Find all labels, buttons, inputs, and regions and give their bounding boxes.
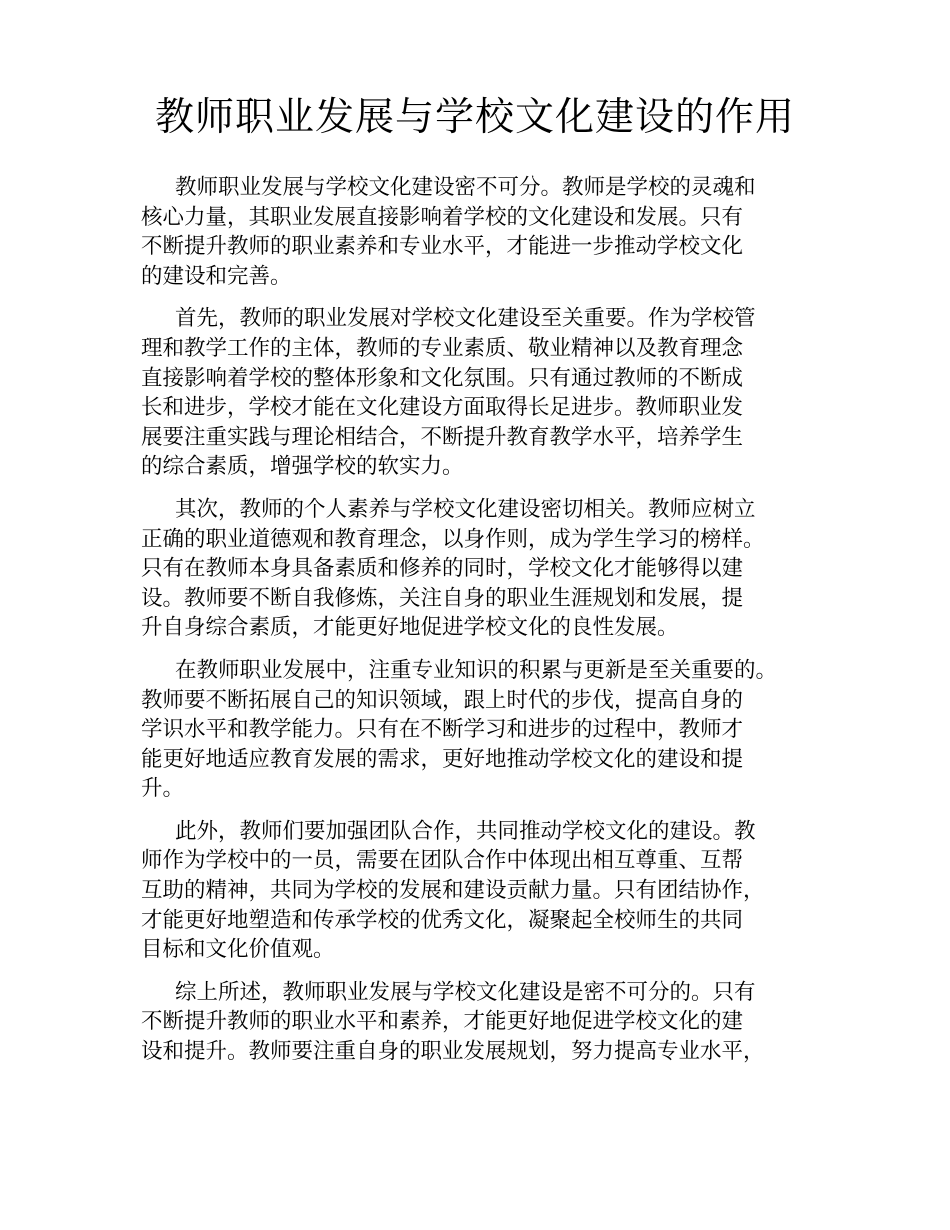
paragraph — [141, 495, 831, 643]
paragraph-line: 不断提升教师的职业水平和素养，才能更好地促进学校文化的建 — [141, 1009, 744, 1035]
paragraph-line: 直接影响着学校的整体形象和文化氛围。只有通过教师的不断成 — [141, 365, 744, 391]
paragraph-line: 互助的精神，共同为学校的发展和建设贡献力量。只有团结协作， — [141, 878, 765, 904]
paragraph-line: 教师要不断拓展自己的知识领域，跟上时代的步伐，提高自身的 — [141, 687, 744, 713]
paragraph-line: 核心力量，其职业发展直接影响着学校的文化建设和发展。只有 — [141, 204, 744, 230]
document-body — [141, 173, 831, 1080]
paragraph-line: 能更好地适应教育发展的需求，更好地推动学校文化的建设和提 — [141, 746, 744, 772]
paragraph-line: 不断提升教师的职业素养和专业水平，才能进一步推动学校文化 — [141, 234, 744, 260]
paragraph-line: 长和进步，学校才能在文化建设方面取得长足进步。教师职业发 — [141, 395, 744, 421]
paragraph-line: 目标和文化价值观。 — [141, 937, 335, 963]
paragraph-line: 首先，教师的职业发展对学校文化建设至关重要。作为学校管 — [175, 306, 756, 332]
paragraph — [141, 173, 831, 291]
paragraph-line: 的综合素质，增强学校的软实力。 — [141, 454, 464, 480]
paragraph-line: 综上所述，教师职业发展与学校文化建设是密不可分的。只有 — [175, 979, 756, 1005]
paragraph-line: 才能更好地塑造和传承学校的优秀文化，凝聚起全校师生的共同 — [141, 907, 744, 933]
paragraph-line: 教师职业发展与学校文化建设密不可分。教师是学校的灵魂和 — [175, 175, 756, 200]
paragraph-line: 在教师职业发展中，注重专业知识的积累与更新是至关重要的。 — [175, 657, 778, 683]
paragraph-line: 学识水平和教学能力。只有在不断学习和进步的过程中，教师才 — [141, 717, 744, 743]
paragraph — [141, 304, 831, 482]
paragraph — [141, 817, 831, 965]
paragraph-line: 理和教学工作的主体，教师的专业素质、敬业精神以及教育理念 — [141, 335, 744, 361]
paragraph-line: 师作为学校中的一员，需要在团队合作中体现出相互尊重、互帮 — [141, 848, 744, 874]
paragraph — [141, 978, 831, 1067]
paragraph-line: 设。教师要不断自我修炼，关注自身的职业生涯规划和发展，提 — [141, 585, 744, 611]
paragraph-line: 展要注重实践与理论相结合，不断提升教育教学水平，培养学生 — [141, 424, 744, 450]
paragraph — [141, 656, 831, 804]
paragraph-line: 升。 — [141, 776, 185, 802]
paragraph-line: 其次，教师的个人素养与学校文化建设密切相关。教师应树立 — [175, 496, 756, 522]
document-title: 教师职业发展与学校文化建设的作用 — [154, 95, 795, 140]
paragraph-line: 的建设和完善。 — [141, 263, 292, 289]
paragraph-line: 只有在教师本身具备素质和修养的同时，学校文化才能够得以建 — [141, 556, 744, 582]
paragraph-line: 设和提升。教师要注重自身的职业发展规划，努力提高专业水平， — [141, 1039, 765, 1065]
paragraph-line: 正确的职业道德观和教育理念，以身作则，成为学生学习的榜样。 — [141, 526, 765, 552]
paragraph-line: 此外，教师们要加强团队合作，共同推动学校文化的建设。教 — [175, 818, 756, 844]
paragraph-line: 升自身综合素质，才能更好地促进学校文化的良性发展。 — [141, 615, 679, 641]
